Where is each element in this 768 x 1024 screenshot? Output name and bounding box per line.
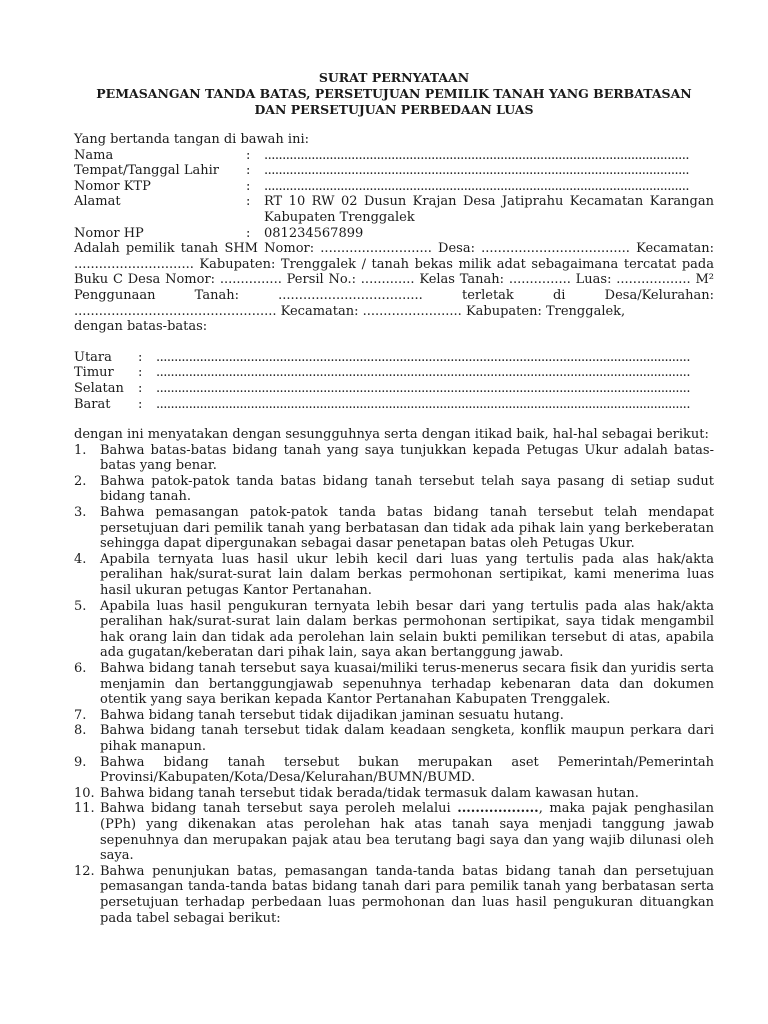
- list-text: [100, 801, 714, 863]
- north-border-field[interactable]: ...................................................................................................................................................: [156, 349, 690, 365]
- list-text: Bahwa bidang tanah tersebut tidak berada/tidak termasuk dalam kawasan hutan.: [100, 785, 639, 801]
- border-label: Utara: [74, 349, 112, 365]
- border-label: Selatan: [74, 380, 124, 396]
- field-label: Tempat/Tanggal Lahir: [74, 163, 219, 179]
- list-item: [74, 505, 714, 552]
- list-text: Bahwa bidang tanah tersebut saya kuasai/miliki terus-menerus secara fisik dan yuridis serta menjamin dan bertanggungjawab sepenuhnya terhadap kebenaran data dan dokumen otentik yang saya berikan kepada Kantor Pertanahan Kabupaten Trenggalek.: [100, 661, 714, 708]
- list-text: Bahwa pemasangan patok-patok tanda batas bidang tanah tersebut telah mendapat persetujuan dari pemilik tanah yang berbatasan dan tidak ada pihak lain yang berkeberatan sehingga dapat dipergunakan sebagai dasar penetapan batas oleh Petugas Ukur.: [100, 505, 714, 552]
- list-text: Apabila ternyata luas hasil ukur lebih kecil dari luas yang tertulis pada alas hak/akta peralihan hak/surat-surat lain dalam berkas permohonan sertipikat, kami menerima luas hasil ukuran petugas Kantor Pertanahan.: [100, 551, 714, 599]
- name-field[interactable]: .....................................................................................................................: [264, 147, 689, 163]
- birth-field[interactable]: .....................................................................................................................: [264, 163, 689, 179]
- field-label: Nomor KTP: [74, 178, 151, 194]
- identity-row-ktp: [74, 179, 714, 195]
- acquisition-method-field[interactable]: ..................: [457, 801, 539, 817]
- ownership-line: Penggunaan Tanah: ................................... terletak di Desa/Kelurahan:: [74, 287, 714, 303]
- document-subtitle-2: DAN PERSETUJUAN PERBEDAAN LUAS: [254, 102, 534, 117]
- list-number: 1.: [74, 442, 87, 458]
- border-list: [74, 350, 714, 412]
- east-border-field[interactable]: ...................................................................................................................................................: [156, 365, 690, 381]
- field-label: Nomor HP: [74, 225, 144, 241]
- declaration-list: [74, 443, 714, 926]
- border-row-north: [74, 350, 714, 366]
- field-colon: :: [246, 178, 251, 194]
- identity-row-address: [74, 194, 714, 225]
- field-colon: :: [246, 194, 251, 210]
- list-number: 9.: [74, 754, 87, 770]
- ownership-line: dengan batas-batas:: [74, 319, 208, 335]
- border-row-west: [74, 397, 714, 413]
- identity-row-name: [74, 148, 714, 164]
- identity-row-birth: [74, 163, 714, 179]
- list-item: [74, 801, 714, 863]
- document-title: SURAT PERNYATAAN: [318, 70, 470, 85]
- border-row-south: [74, 381, 714, 397]
- list-item: [74, 723, 714, 754]
- field-colon: :: [246, 225, 251, 241]
- declaration-section: [74, 427, 714, 926]
- list-number: 12.: [74, 863, 95, 879]
- ownership-paragraph: [74, 241, 714, 335]
- list-item: [74, 552, 714, 599]
- field-label: Nama: [74, 147, 114, 163]
- list-number: 11.: [74, 801, 95, 817]
- list-item: [74, 661, 714, 708]
- list-number: 7.: [74, 707, 87, 723]
- border-colon: :: [138, 380, 143, 396]
- field-colon: :: [246, 163, 251, 179]
- document-subtitle-1: PEMASANGAN TANDA BATAS, PERSETUJUAN PEMILIK TANAH YANG BERBATASAN: [96, 86, 692, 101]
- identity-intro: Yang bertanda tangan di bawah ini:: [74, 132, 309, 147]
- border-label: Timur: [74, 365, 114, 381]
- list-item: [74, 443, 714, 474]
- list-item: [74, 755, 714, 786]
- list-text: Bahwa bidang tanah tersebut tidak dalam keadaan sengketa, konflik maupun perkara dari pihak manapun.: [100, 723, 714, 754]
- ownership-line: Adalah pemilik tanah SHM Nomor: ........................... Desa: .................................... Kecamatan:: [74, 241, 714, 257]
- border-colon: :: [138, 365, 143, 381]
- field-label: Alamat: [74, 194, 121, 210]
- identity-row-phone: [74, 226, 714, 242]
- list-number: 2.: [74, 473, 87, 489]
- list-text: Apabila luas hasil pengukuran ternyata lebih besar dari yang tertulis pada alas hak/akta peralihan hak/surat-surat lain dalam berkas permohonan sertipikat, saya tidak mengambil hak orang lain dan tidak ada perolehan lain selain bukti pemilikan tersebut di atas, apabila ada gugatan/keberatan dari pihak lain, saya akan bertanggung jawab.: [100, 598, 714, 661]
- list-item: [74, 599, 714, 661]
- list-number: 4.: [74, 551, 87, 567]
- list-text: Bahwa bidang tanah tersebut tidak dijadikan jaminan sesuatu hutang.: [100, 707, 564, 723]
- ownership-line: ................................................. Kecamatan: ........................ Kabupaten: Trenggalek,: [74, 303, 626, 319]
- list-number: 6.: [74, 661, 87, 676]
- list-number: 10.: [74, 785, 95, 801]
- address-field[interactable]: RT 10 RW 02 Dusun Krajan Desa Jatiprahu Kecamatan Karangan Kabupaten Trenggalek: [264, 194, 714, 225]
- south-border-field[interactable]: ...................................................................................................................................................: [156, 380, 690, 396]
- list-number: 5.: [74, 598, 87, 614]
- list-text: Bahwa penunjukan batas, pemasangan tanda-tanda batas bidang tanah dan persetujuan pemasangan tanda-tanda batas bidang tanah dari para pemilik tanah yang berbatasan serta persetujuan terhadap perbedaan luas permohonan dan luas hasil pengukuran dituangkan pada tabel sebagai berikut:: [100, 863, 714, 926]
- field-colon: :: [246, 147, 251, 163]
- declaration-intro: dengan ini menyatakan dengan sesungguhnya serta dengan itikad baik, hal-hal sebagai berikut:: [74, 427, 709, 443]
- phone-field[interactable]: 081234567899: [264, 225, 364, 241]
- list-number: 3.: [74, 505, 87, 521]
- list-item: [74, 708, 714, 724]
- list-item: [74, 786, 714, 802]
- list-text: Bahwa batas-batas bidang tanah yang saya tunjukkan kepada Petugas Ukur adalah batas-batas yang benar.: [100, 442, 714, 474]
- document-page: [74, 70, 714, 926]
- list-item: [74, 474, 714, 505]
- ktp-field[interactable]: .....................................................................................................................: [264, 178, 689, 194]
- border-colon: :: [138, 349, 143, 365]
- list-text-after: , maka pajak penghasilan (PPh) yang dikenakan atas perolehan hak atas tanah saya menjadi tanggung jawab sepenuhnya dan merupakan pajak atau bea terutang bagi saya dan yang wajib dilunasi oleh saya.: [100, 801, 714, 864]
- border-colon: :: [138, 396, 143, 412]
- list-text: Bahwa patok-patok tanda batas bidang tanah tersebut telah saya pasang di setiap sudut bidang tanah.: [100, 473, 714, 505]
- list-item: [74, 864, 714, 926]
- list-text-before: Bahwa bidang tanah tersebut saya peroleh melalui: [100, 801, 458, 817]
- list-number: 8.: [74, 723, 87, 739]
- border-label: Barat: [74, 396, 111, 412]
- ownership-line: Buku C Desa Nomor: ............... Persil No.: ............. Kelas Tanah: ............... Luas: .................. M²: [74, 272, 714, 288]
- border-row-east: [74, 365, 714, 381]
- ownership-line: ............................. Kabupaten: Trenggalek / tanah bekas milik adat sebagaimana tercatat pada: [74, 256, 714, 272]
- west-border-field[interactable]: ...................................................................................................................................................: [156, 396, 690, 412]
- list-text: Bahwa bidang tanah tersebut bukan merupakan aset Pemerintah/Pemerintah Provinsi/Kabupaten/Kota/Desa/Kelurahan/BUMN/BUMD.: [100, 754, 714, 786]
